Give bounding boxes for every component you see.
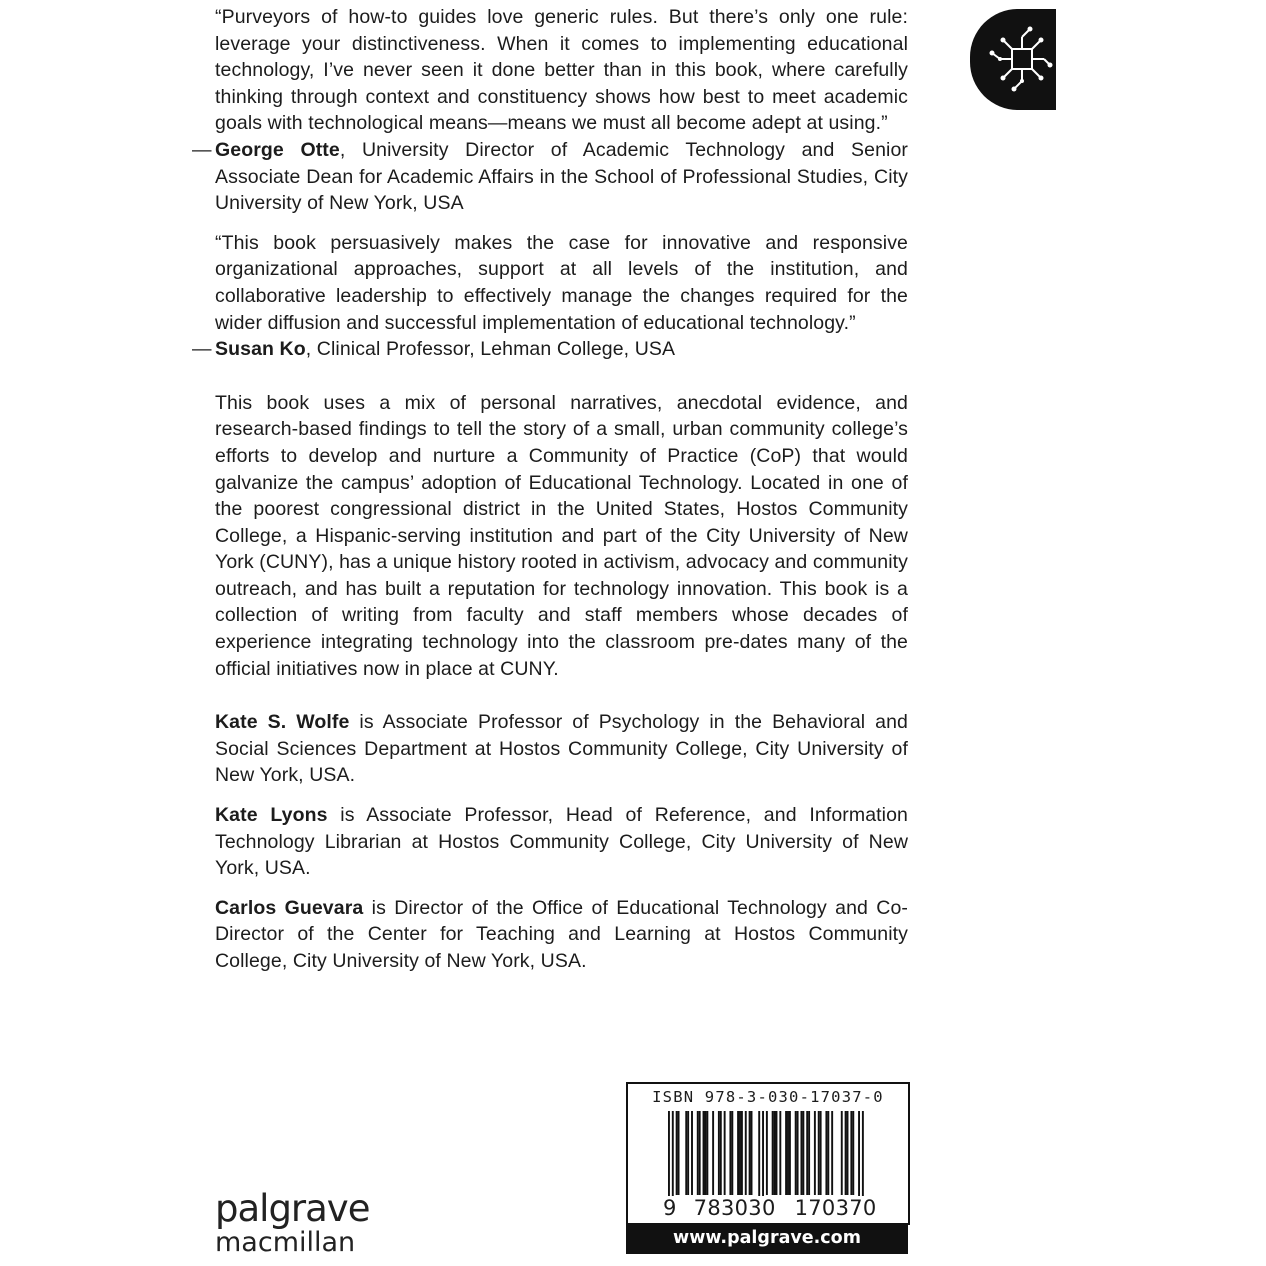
barcode-bar [731, 1111, 733, 1195]
barcode-bar [758, 1111, 760, 1203]
barcode-bar [668, 1111, 670, 1203]
author-bio [215, 802, 908, 882]
barcode-digits-left: 783030 [693, 1196, 776, 1220]
barcode-bar [749, 1111, 751, 1195]
barcode-bar [751, 1111, 753, 1195]
barcode-bar [825, 1111, 827, 1195]
palgrave-network-emblem-icon [970, 9, 1056, 110]
barcode-digits-right: 170370 [794, 1196, 877, 1220]
author-name: Kate S. Wolfe [215, 711, 350, 734]
barcode-bar [745, 1111, 747, 1195]
barcode-bar [789, 1111, 791, 1195]
barcode-bar [718, 1111, 720, 1195]
author-name: Kate Lyons [215, 804, 328, 827]
barcode-bar [818, 1111, 820, 1195]
endorsement-attribution [192, 336, 908, 363]
barcode-bar [737, 1111, 739, 1195]
barcode-bar [800, 1111, 802, 1195]
barcode-digits [662, 1196, 902, 1220]
author-name: Carlos Guevara [215, 896, 364, 919]
barcode-bar [820, 1111, 822, 1195]
barcode-bar [687, 1111, 689, 1195]
endorsement-quote: “This book persuasively makes the case for innovative and responsive organizational approaches, support at all levels of the institution, and collaborative leadership to effectively manage the changes required for the wider diffusion and successful implementation of educational technology.” [215, 231, 908, 334]
endorsement-quote: “Purveyors of how-to guides love generic rules. But there’s only one rule: leverage your distinctiveness. When it comes to implementing educational technology, I’ve never seen it done better than in this book, where carefully thinking through context and constituency shows how best to meet academic goals with technological means—means we must all become adept at using.” [215, 6, 908, 135]
attribution-dash: — [192, 338, 212, 361]
barcode-bar [720, 1111, 722, 1195]
barcode-bars [668, 1111, 868, 1203]
barcode-bar [729, 1111, 731, 1195]
barcode-bar [776, 1111, 778, 1195]
endorser-affiliation: , University Director of Academic Technology and Senior Associate Dean for Academic Affairs in the School of Professional Studies, City University of New York, USA [215, 138, 908, 215]
publisher-logo-line1: palgrave [215, 1187, 370, 1230]
barcode-bar [703, 1111, 705, 1195]
barcode-bar [774, 1111, 776, 1195]
barcode-bar [724, 1111, 726, 1195]
barcode-bar [852, 1111, 854, 1195]
endorser-name: Susan Ko [215, 338, 306, 361]
barcode-bar [699, 1111, 701, 1195]
author-bio [215, 895, 908, 975]
barcode-bar [795, 1111, 797, 1195]
barcode-bar [676, 1111, 678, 1195]
barcode-bar [704, 1111, 706, 1195]
barcode-bar [697, 1111, 699, 1195]
author-bio-text: is Associate Professor, Head of Reference, and Information Technology Librarian at Hostos Community College, City University of New York, USA. [215, 804, 908, 880]
barcode-bar [847, 1111, 849, 1195]
isbn-barcode [626, 1082, 910, 1225]
barcode-bar [850, 1111, 852, 1195]
publisher-logo [215, 1187, 370, 1258]
barcode-bar [762, 1111, 764, 1203]
barcode-bar [858, 1111, 860, 1203]
barcode-bar [841, 1111, 843, 1195]
barcode-bar [779, 1111, 781, 1195]
barcode-bar [814, 1111, 816, 1195]
barcode-bar [739, 1111, 741, 1195]
barcode-bar [712, 1111, 714, 1195]
publisher-url: www.palgrave.com [626, 1223, 908, 1254]
barcode-bar [802, 1111, 804, 1195]
barcode-bar [845, 1111, 847, 1195]
back-cover-text [192, 4, 909, 975]
barcode-bar [797, 1111, 799, 1195]
barcode-bar [806, 1111, 808, 1195]
endorsement-attribution [192, 137, 908, 217]
author-bio-text: is Associate Professor of Psychology in the Behavioral and Social Sciences Department at Hostos Community College, City University of New York, USA. [215, 711, 909, 787]
author-bio-text: is Director of the Office of Educational Technology and Co-Director of the Center for Teaching and Learning at Hostos Community College, City University of New York, USA. [215, 896, 908, 972]
barcode-bar [741, 1111, 743, 1195]
barcode-bar [831, 1111, 833, 1195]
barcode-bar [766, 1111, 768, 1195]
barcode-bar [672, 1111, 674, 1203]
attribution-dash: — [192, 138, 212, 161]
barcode-bar [706, 1111, 708, 1195]
barcode-bar [862, 1111, 864, 1203]
barcode-digit-lead: 9 [663, 1196, 677, 1220]
barcode-bar [787, 1111, 789, 1195]
barcode-bar [772, 1111, 774, 1195]
barcode-bar [827, 1111, 829, 1195]
barcode-bar [691, 1111, 693, 1195]
endorser-affiliation: , Clinical Professor, Lehman College, USA [305, 338, 676, 361]
barcode-bar [785, 1111, 787, 1195]
isbn-number: ISBN 978-3-030-17037-0 [652, 1088, 884, 1106]
publisher-logo-line2: macmillan [215, 1227, 356, 1258]
barcode-bar [685, 1111, 687, 1195]
author-bio [215, 709, 908, 789]
book-description: This book uses a mix of personal narratives, anecdotal evidence, and research-based findings to tell the story of a small, urban community college’s efforts to develop and nurture a Community of Practice (CoP) that would galvanize the campus’ adoption of Educational Technology. Located in one of the poorest congressional district in the United States, Hostos Community College, a Hispanic-serving institution and part of the City University of New York (CUNY), has a unique history rooted in activism, advocacy and community outreach, and has built a reputation for technology innovation. This book is a collection of writing from faculty and staff members whose decades of experience integrating technology into the classroom pre-dates many of the official initiatives now in place at CUNY. [215, 391, 908, 680]
barcode-bar [808, 1111, 810, 1195]
barcode-bar [678, 1111, 680, 1195]
endorser-name: George Otte [215, 138, 340, 161]
